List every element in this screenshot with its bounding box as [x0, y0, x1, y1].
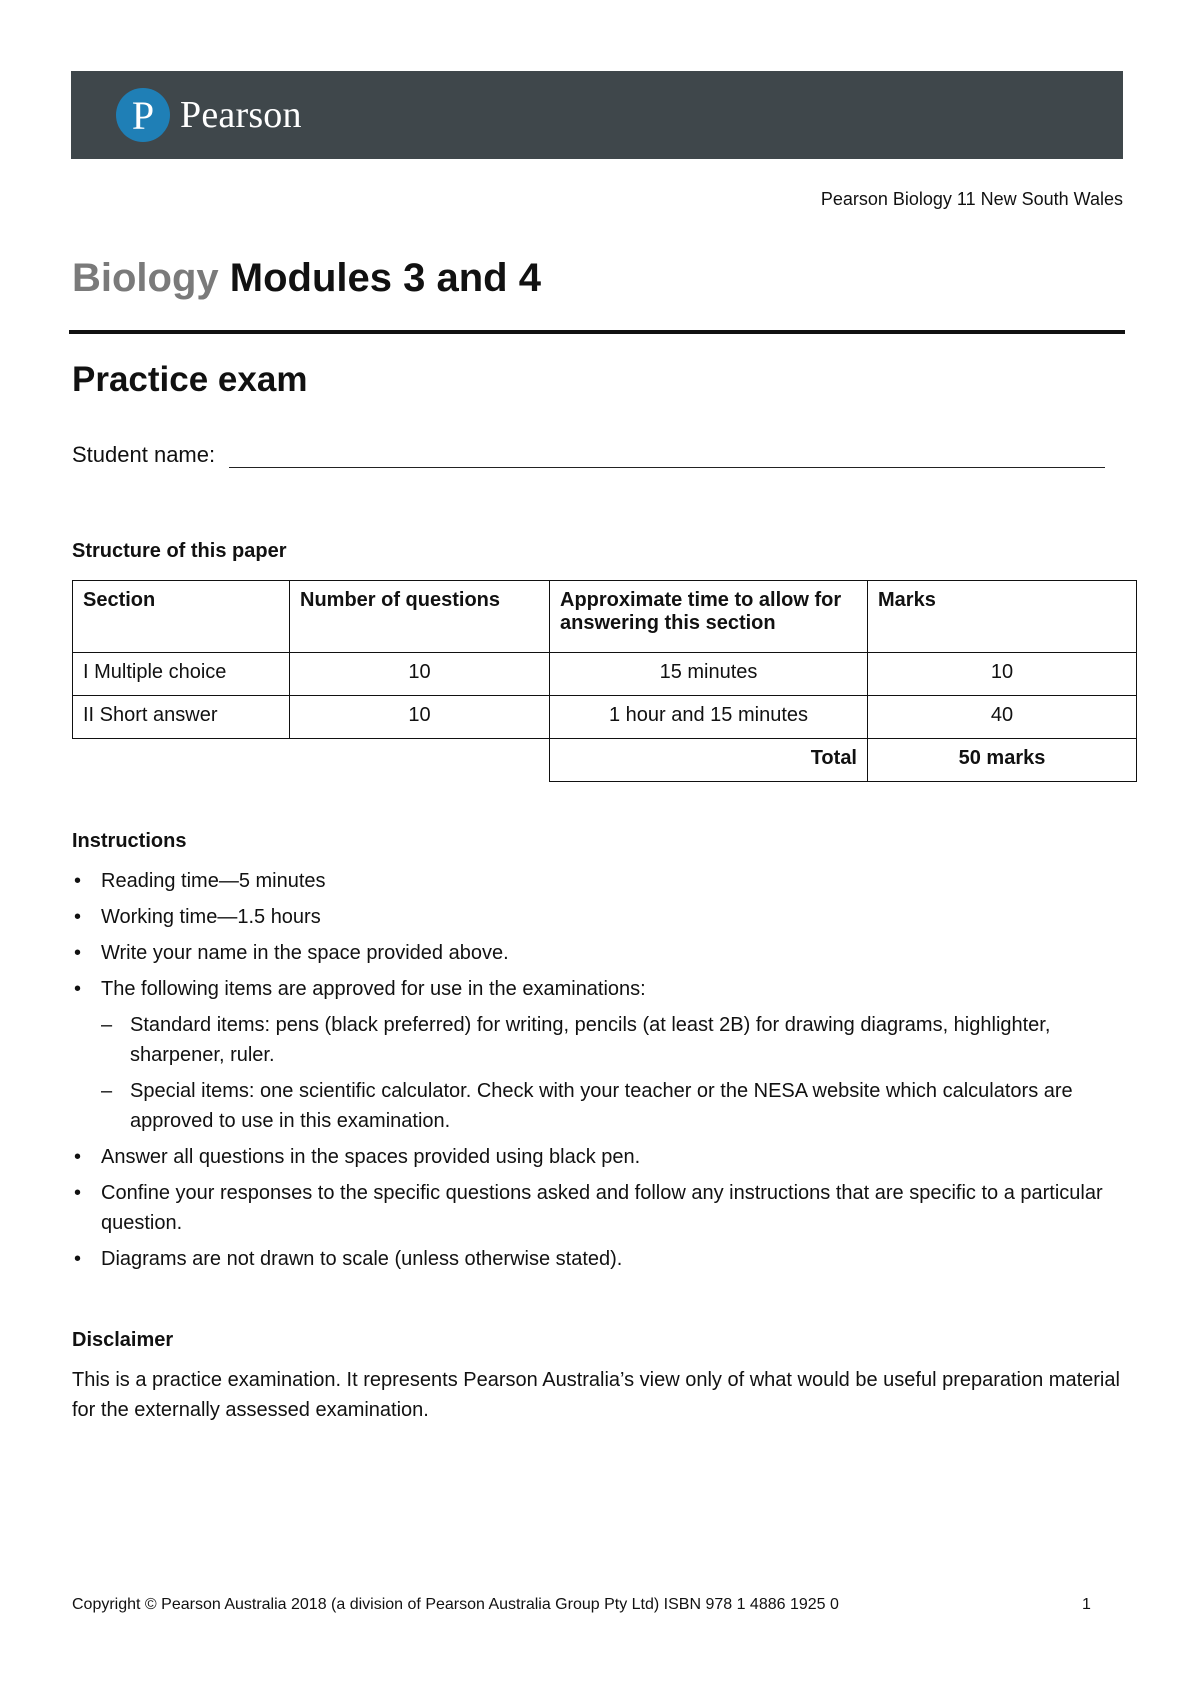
list-item: • Reading time—5 minutes	[72, 866, 1132, 896]
time-cell: 15 minutes	[550, 653, 868, 696]
student-name-label: Student name:	[72, 442, 216, 467]
brand-name: Pearson	[180, 94, 302, 136]
pearson-logo-icon	[116, 88, 170, 142]
table-row	[73, 653, 1137, 696]
empty-cell	[290, 739, 550, 782]
column-header: Section	[73, 581, 290, 653]
list-item: • Confine your responses to the specific questions asked and follow any instructions that are specific to a particular question.	[72, 1178, 1132, 1238]
student-name-field[interactable]	[229, 443, 1105, 468]
svg-text:P: P	[131, 93, 155, 138]
total-label: Total	[550, 739, 868, 782]
disclaimer-heading: Disclaimer	[72, 1329, 174, 1351]
table-header-row	[73, 581, 1137, 653]
disclaimer-text: This is a practice examination. It represents Pearson Australia’s view only of what would be useful preparation material for the externally assessed examination.	[72, 1369, 1120, 1421]
questions-cell: 10	[290, 653, 550, 696]
approved-items-list	[101, 1010, 1132, 1136]
list-item: • Working time—1.5 hours	[72, 902, 1132, 932]
title-rule	[69, 330, 1125, 334]
running-head: Pearson Biology 11 New South Wales	[820, 189, 1123, 209]
section-cell: II Short answer	[73, 696, 290, 739]
sub-list-item: – Special items: one scientific calculator. Check with your teacher or the NESA website which calculators are approved to use in this examination.	[101, 1076, 1132, 1136]
structure-table	[72, 580, 1137, 782]
instructions-list	[72, 866, 1132, 1274]
pearson-banner	[71, 71, 1123, 159]
column-header: Number of questions	[290, 581, 550, 653]
copyright-footer: Copyright © Pearson Australia 2018 (a division of Pearson Australia Group Pty Ltd) ISBN 978 1 4886 1925 0	[72, 1596, 839, 1613]
page-title	[72, 256, 541, 301]
questions-cell: 10	[290, 696, 550, 739]
list-item: • Answer all questions in the spaces provided using black pen.	[72, 1142, 1132, 1172]
instructions-heading: Instructions	[72, 830, 187, 852]
page-number: 1	[1082, 1596, 1091, 1613]
section-cell: I Multiple choice	[73, 653, 290, 696]
structure-heading: Structure of this paper	[72, 540, 287, 562]
sub-list-item: – Standard items: pens (black preferred) for writing, pencils (at least 2B) for drawing diagrams, highlighter, sharpener, ruler.	[101, 1010, 1132, 1070]
marks-cell: 40	[868, 696, 1137, 739]
disclaimer-section	[72, 1325, 1122, 1425]
column-header: Approximate time to allow for answering this section	[550, 581, 868, 653]
list-item: • Write your name in the space provided above.	[72, 938, 1132, 968]
table-row	[73, 696, 1137, 739]
time-cell: 1 hour and 15 minutes	[550, 696, 868, 739]
table-total-row	[73, 739, 1137, 782]
instructions-section	[72, 826, 1132, 1280]
list-item-text: The following items are approved for use in the examinations:	[101, 978, 646, 1000]
student-name-row	[72, 442, 1105, 468]
list-item: • Diagrams are not drawn to scale (unless otherwise stated).	[72, 1244, 1132, 1274]
marks-cell: 10	[868, 653, 1137, 696]
title-subject: Biology	[72, 256, 219, 300]
pearson-p-glyph-icon	[116, 88, 170, 142]
column-header: Marks	[868, 581, 1137, 653]
subtitle: Practice exam	[72, 360, 308, 399]
list-item	[72, 974, 1132, 1136]
total-value: 50 marks	[868, 739, 1137, 782]
title-rest: Modules 3 and 4	[229, 256, 541, 300]
empty-cell	[73, 739, 290, 782]
